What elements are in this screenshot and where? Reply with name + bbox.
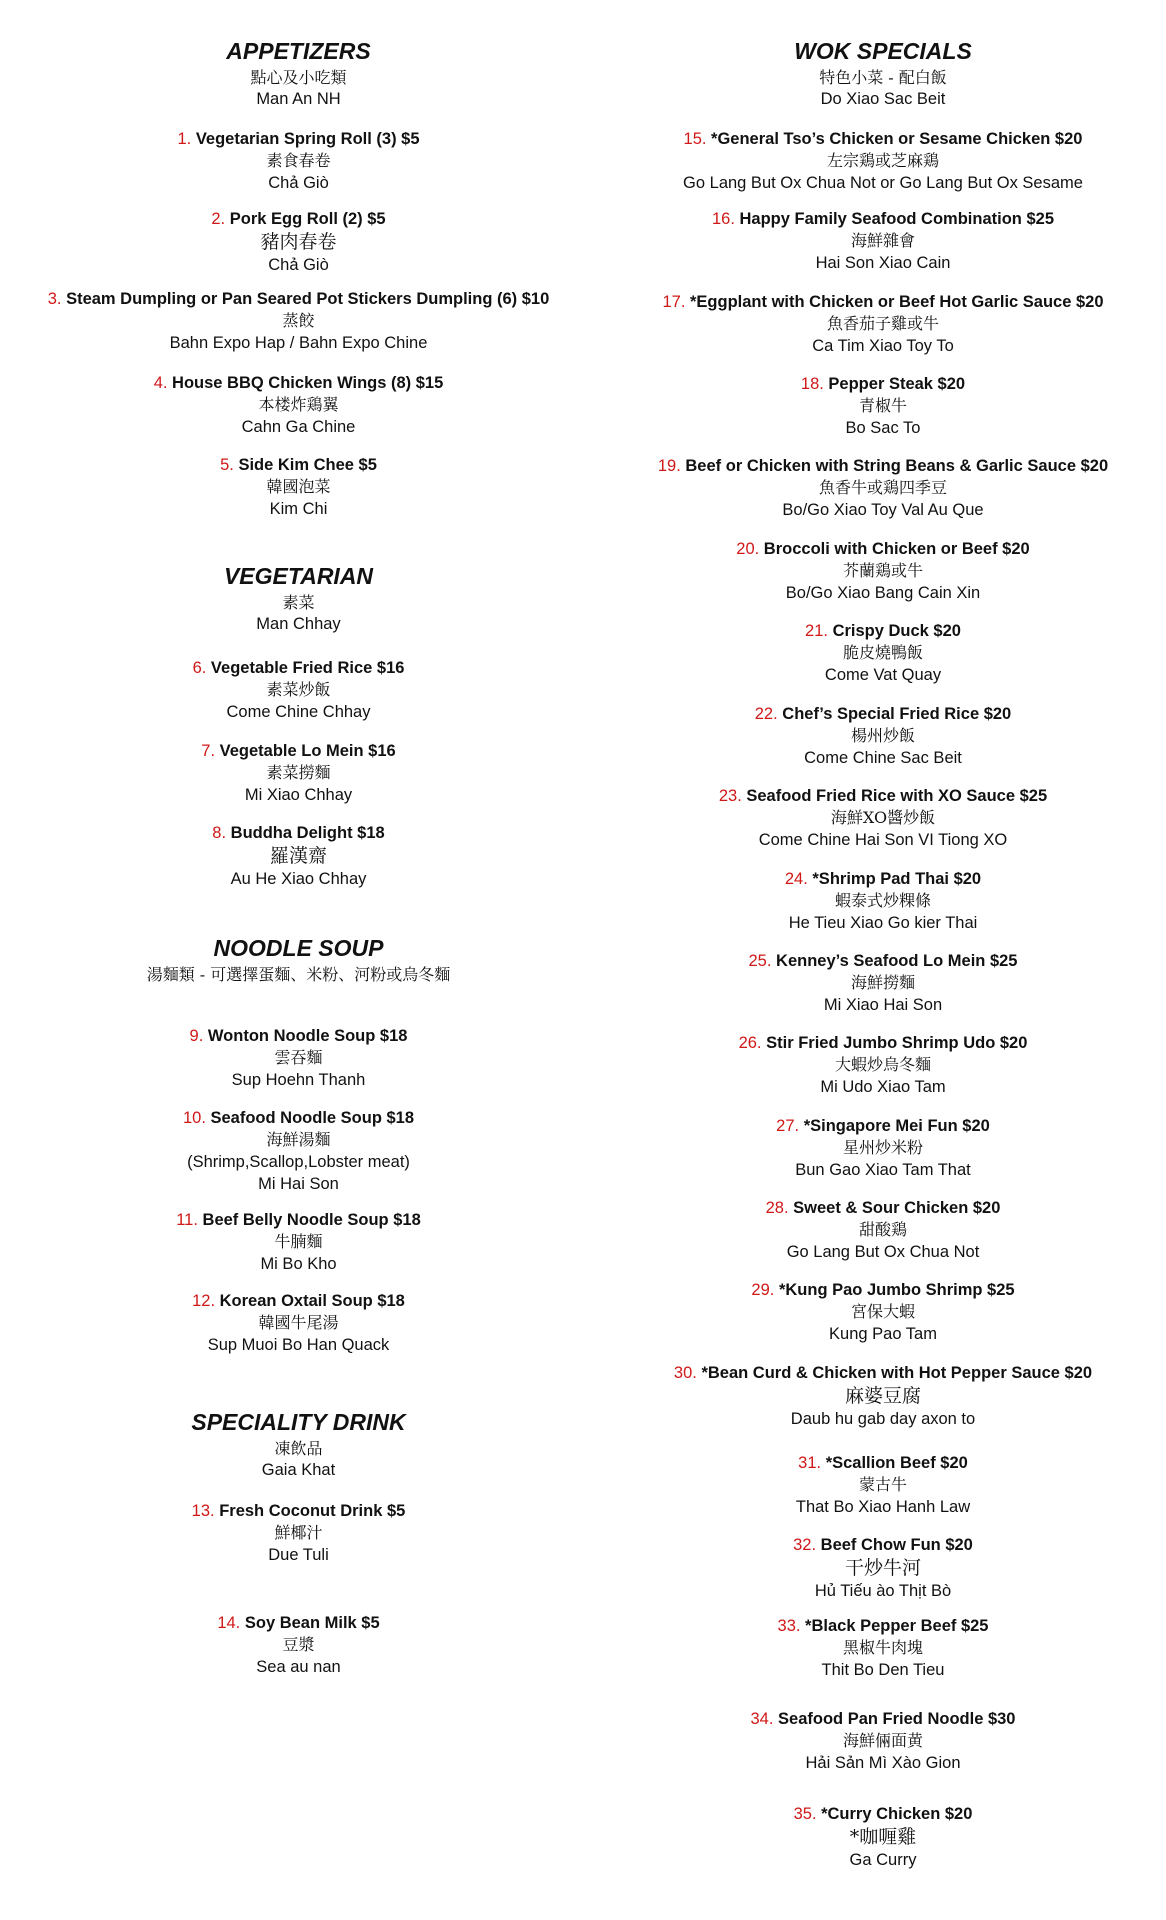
menu-item [600,455,1166,521]
menu-item-name: Seafood Noodle Soup $18 [210,1109,415,1127]
menu-item-chinese-name: 素食春卷 [266,151,331,170]
menu-item-number: 26. [738,1034,762,1052]
menu-item-chinese-name: 楊州炒飯 [850,726,915,745]
menu-item-translit: Mi Bo Kho [260,1255,337,1273]
menu-item-number: 17. [662,293,686,311]
menu-item [0,1209,597,1275]
section-subtitle: 素菜 [282,593,315,612]
menu-item-title [0,1612,597,1634]
menu-item-number: 11. [176,1211,198,1229]
menu-item-number: 1. [177,130,192,148]
menu-item-chinese-name: 大蝦炒烏冬麵 [834,1055,931,1074]
menu-item-chinese-name: 雲吞麵 [274,1048,323,1067]
menu-item-translit: Kim Chi [269,500,328,518]
menu-item-name: *Curry Chicken $20 [821,1805,973,1823]
menu-item-translit: Go Lang But Ox Chua Not [786,1243,980,1261]
menu-item-number: 18. [800,375,824,393]
menu-item-title [600,538,1166,560]
menu-item-name: Soy Bean Milk $5 [244,1614,380,1632]
menu-item-translit: Mi Xiao Chhay [244,786,353,804]
menu-item-number: 4. [153,374,168,392]
menu-item-chinese-name: 脆皮燒鴨飯 [842,643,923,662]
menu-item-title [600,1708,1166,1730]
menu-item [0,1500,597,1566]
menu-item [0,128,597,194]
menu-item-chinese-name: 魚香牛或鶏四季豆 [818,478,947,497]
menu-item-number: 34. [750,1710,774,1728]
menu-item-chinese-name: 鮮椰汁 [274,1523,323,1542]
menu-item-name: Korean Oxtail Soup $18 [219,1292,405,1310]
menu-item-title [600,208,1166,230]
menu-item-number: 15. [683,130,707,148]
menu-item-title [0,1107,597,1129]
menu-item-translit: Sup Hoehn Thanh [231,1071,366,1089]
menu-item-number: 31. [798,1454,822,1472]
menu-item-chinese-name: 蒙古牛 [858,1475,907,1494]
menu-item [600,1197,1166,1263]
menu-item-name: Broccoli with Chicken or Beef $20 [763,540,1030,558]
menu-item-number: 28. [765,1199,789,1217]
section-subtitle: 凍飲品 [274,1439,323,1458]
menu-item [600,538,1166,604]
menu-item-title [600,785,1166,807]
menu-item [600,373,1166,439]
menu-item-title [0,208,597,230]
menu-item-title [0,288,597,310]
menu-item-translit: Hải Sản Mì Xào Gion [805,1754,961,1772]
menu-item-title [600,868,1166,890]
menu-item-number: 16. [711,210,735,228]
menu-item [600,208,1166,274]
menu-item-title [600,1534,1166,1556]
menu-item-chinese-name: 牛腩麵 [274,1232,323,1251]
menu-item-chinese-name: 蒸餃 [282,311,315,330]
menu-item-name: Pork Egg Roll (2) $5 [229,210,386,228]
menu-item-translit: Bo Sac To [845,419,921,437]
menu-item-chinese-name: 蝦泰式炒粿條 [834,891,931,910]
menu-item-number: 19. [657,457,681,475]
menu-item-number: 3. [47,290,62,308]
menu-item [600,1534,1166,1602]
menu-item-translit: Ga Curry [849,1851,917,1869]
menu-item [600,1615,1166,1681]
menu-item-chinese-name: 麻婆豆腐 [844,1385,921,1407]
menu-item-translit: Sea au nan [256,1658,341,1676]
menu-item [600,128,1166,194]
menu-item [0,288,597,354]
menu-item-name: Wonton Noodle Soup $18 [207,1027,408,1045]
menu-item-translit: Sup Muoi Bo Han Quack [207,1336,390,1354]
menu-item-translit: Come Chine Chhay [226,703,371,721]
menu-item [0,372,597,438]
menu-item-number: 30. [673,1364,697,1382]
menu-item-number: 10. [182,1109,206,1127]
menu-item-translit: Thit Bo Den Tieu [821,1661,945,1679]
menu-item-title [600,291,1166,313]
menu-item-translit: Kung Pao Tam [829,1325,937,1343]
menu-item-number: 25. [748,952,772,970]
section-subtitle: Do Xiao Sac Beit [820,90,946,108]
menu-item-chinese-name: 干炒牛河 [844,1557,921,1579]
menu-item [0,657,597,723]
menu-item-number: 9. [189,1027,204,1045]
menu-item-title [600,1362,1166,1384]
menu-item-title [0,1290,597,1312]
menu-item-chinese-name: 素菜炒飯 [266,680,331,699]
menu-item-title [0,454,597,476]
menu-item [600,950,1166,1016]
menu-item-number: 29. [751,1281,775,1299]
menu-item-title [600,1452,1166,1474]
menu-item-translit: Bo/Go Xiao Bang Cain Xin [785,584,981,602]
section-title-vegetarian: VEGETARIAN [223,563,374,589]
menu-item [600,1452,1166,1518]
menu-item-number: 8. [212,824,227,842]
menu-item [600,291,1166,357]
menu-item-title [600,1032,1166,1054]
menu-item-name: Pepper Steak $20 [828,375,966,393]
menu-item-name: Fresh Coconut Drink $5 [219,1502,406,1520]
menu-item-chinese-name: 海鮮XO醬炒飯 [830,808,936,827]
menu-item-translit: Chả Giò [268,256,329,274]
menu-item-translit: Due Tuli [268,1546,329,1564]
menu-item-name: Stir Fried Jumbo Shrimp Udo $20 [766,1034,1028,1052]
menu-item-number: 23. [718,787,742,805]
menu-item-translit: Bun Gao Xiao Tam That [795,1161,971,1179]
menu-item-number: 6. [192,659,207,677]
menu-item-name: *Black Pepper Beef $25 [805,1617,989,1635]
menu-item-translit: (Shrimp,Scallop,Lobster meat) [187,1153,410,1171]
menu-item-name: *General Tso’s Chicken or Sesame Chicken $20 [711,130,1083,148]
menu-item-title [0,740,597,762]
menu-item-chinese-name: 宮保大蝦 [850,1302,915,1321]
section-subtitle: 特色小菜 - 配白飯 [819,68,947,87]
menu-item-title [600,128,1166,150]
menu-item [600,1279,1166,1345]
menu-item-title [0,822,597,844]
menu-item-number: 7. [201,742,216,760]
menu-item-number: 12. [192,1292,216,1310]
menu-item-name: Crispy Duck $20 [832,622,961,640]
menu-item-name: Beef Belly Noodle Soup $18 [202,1211,421,1229]
menu-item-title [600,1115,1166,1137]
menu-item-translit: That Bo Xiao Hanh Law [795,1498,971,1516]
menu-item-translit: Hai Son Xiao Cain [815,254,951,272]
menu-item-translit: Cahn Ga Chine [241,418,356,436]
menu-item [0,1612,597,1678]
menu-item-title [600,455,1166,477]
menu-item-chinese-name: 豆漿 [282,1635,315,1654]
menu-item [0,740,597,806]
menu-item-title [600,1803,1166,1825]
menu-item-chinese-name: 韓國牛尾湯 [258,1313,339,1332]
menu-item-title [600,950,1166,972]
menu-item-number: 33. [777,1617,801,1635]
section-subtitle: Man Chhay [256,615,341,633]
section-title-wok-specials: WOK SPECIALS [794,38,972,64]
menu-item-number: 27. [776,1117,800,1135]
menu-item [600,1362,1166,1430]
menu-item-title [0,372,597,394]
menu-item-chinese-name: 黑椒牛肉塊 [842,1638,923,1657]
menu-item-name: Steam Dumpling or Pan Seared Pot Stickers Dumpling (6) $10 [66,290,550,308]
menu-item-number: 2. [211,210,226,228]
menu-item-name: Vegetarian Spring Roll (3) $5 [195,130,420,148]
menu-item-number: 35. [793,1805,817,1823]
menu-item-title [600,1279,1166,1301]
menu-item-translit: Chả Giò [268,174,329,192]
menu-item-chinese-name: 海鮮湯麵 [266,1130,331,1149]
menu-item-translit: Bahn Expo Hap / Bahn Expo Chine [169,334,428,352]
menu-item-number: 24. [784,870,808,888]
menu-item [0,1290,597,1356]
menu-item-name: Chef’s Special Fried Rice $20 [782,705,1012,723]
menu-item-name: Sweet & Sour Chicken $20 [793,1199,1001,1217]
menu-item-chinese-name: 海鮮倆面黄 [842,1731,923,1750]
menu-item [600,1803,1166,1871]
menu-item [0,1025,597,1091]
menu-item-chinese-name: 海鮮撈麵 [850,973,915,992]
menu-item [600,785,1166,851]
menu-item [600,868,1166,934]
menu-item-title [600,1615,1166,1637]
menu-item [600,703,1166,769]
menu-item [0,1107,597,1195]
menu-item-title [600,620,1166,642]
menu-item-name: Happy Family Seafood Combination $25 [739,210,1054,228]
menu-item-title [0,657,597,679]
menu-item-chinese-name: *咖喱雞 [849,1826,917,1848]
menu-item-name: *Shrimp Pad Thai $20 [812,870,982,888]
menu-item-translit: Ca Tim Xiao Toy To [812,337,954,355]
menu-item-chinese-name: 本楼炸鶏翼 [258,395,339,414]
menu-item-name: Side Kim Chee $5 [238,456,377,474]
menu-item-number: 13. [191,1502,215,1520]
menu-item-name: *Kung Pao Jumbo Shrimp $25 [778,1281,1015,1299]
menu-item-chinese-name: 青椒牛 [858,396,907,415]
menu-item [600,620,1166,686]
menu-item-translit: Hủ Tiếu ào Thịt Bò [814,1582,952,1600]
section-subtitle: Gaia Khat [261,1461,336,1479]
menu-item-name: Kenney’s Seafood Lo Mein $25 [776,952,1018,970]
menu-item-chinese-name: 魚香茄子雞或牛 [826,314,939,333]
menu-item-number: 20. [736,540,760,558]
menu-item-translit: Bo/Go Xiao Toy Val Au Que [782,501,984,519]
menu-item-chinese-name: 左宗鶏或芝麻鶏 [826,151,939,170]
menu-item-chinese-name: 豬肉春卷 [260,231,337,253]
menu-item [0,454,597,520]
section-subtitle: 點心及小吃類 [250,68,347,87]
menu-item-chinese-name: 羅漢齋 [269,845,327,867]
menu-item-name: *Singapore Mei Fun $20 [803,1117,990,1135]
menu-item-title [600,373,1166,395]
menu-item-name: Beef or Chicken with String Beans & Garlic Sauce $20 [685,457,1109,475]
menu-item [600,1115,1166,1181]
menu-item-number: 21. [805,622,828,640]
menu-item-translit: Come Chine Sac Beit [804,749,962,767]
menu-item-chinese-name: 素菜撈麵 [266,763,331,782]
menu-item-number: 32. [793,1536,817,1554]
menu-item-translit: Mi Hai Son [258,1175,339,1193]
menu-item-chinese-name: 芥蘭鶏或牛 [842,561,923,580]
menu-item-translit: Mi Udo Xiao Tam [820,1078,946,1096]
menu-item-name: Seafood Pan Fried Noodle $30 [778,1710,1016,1728]
menu-item [600,1708,1166,1774]
menu-item-title [600,1197,1166,1219]
menu-item-translit: Come Vat Quay [824,666,942,684]
menu-item-name: Buddha Delight $18 [230,824,385,842]
section-title-appetizers: APPETIZERS [226,38,371,64]
menu-item-title [0,1209,597,1231]
menu-item [0,822,597,890]
menu-item-title [0,1500,597,1522]
menu-item-chinese-name: 星州炒米粉 [842,1138,923,1157]
menu-item-title [0,128,597,150]
section-subtitle: 湯麵類 - 可選擇蛋麵、米粉、河粉或烏冬麵 [146,965,451,984]
menu-item-number: 5. [220,456,234,474]
menu-item-name: Seafood Fried Rice with XO Sauce $25 [746,787,1048,805]
menu-item-name: Vegetable Lo Mein $16 [219,742,396,760]
menu-item-translit: Go Lang But Ox Chua Not or Go Lang But Ox Sesame [683,174,1083,192]
menu-item-name: *Eggplant with Chicken or Beef Hot Garlic Sauce $20 [690,293,1104,311]
menu-item-translit: Au He Xiao Chhay [230,870,367,888]
section-subtitle: Man An NH [256,90,341,108]
menu-item-chinese-name: 海鮮雜會 [850,231,915,250]
menu-item-chinese-name: 韓國泡菜 [266,477,331,496]
menu-item-translit: Daub hu gab day axon to [790,1410,976,1428]
menu-item-name: Vegetable Fried Rice $16 [210,659,405,677]
menu-item-chinese-name: 甜酸鶏 [858,1220,907,1239]
menu-item-number: 22. [754,705,778,723]
menu-item-translit: Mi Xiao Hai Son [823,996,943,1014]
menu-item-name: Beef Chow Fun $20 [820,1536,973,1554]
menu-item-translit: Come Chine Hai Son VI Tiong XO [758,831,1008,849]
menu-item-name: *Scallion Beef $20 [825,1454,968,1472]
section-title-noodle-soup: NOODLE SOUP [213,935,384,961]
menu-item-title [0,1025,597,1047]
menu-item-translit: He Tieu Xiao Go kier Thai [788,914,978,932]
menu-item-name: *Bean Curd & Chicken with Hot Pepper Sauce $20 [701,1364,1093,1382]
section-title-speciality-drink: SPECIALITY DRINK [191,1409,406,1435]
menu-item-number: 14. [217,1614,241,1632]
menu-item-title [600,703,1166,725]
menu-item [0,208,597,276]
menu-item [600,1032,1166,1098]
menu-item-name: House BBQ Chicken Wings (8) $15 [172,374,444,392]
